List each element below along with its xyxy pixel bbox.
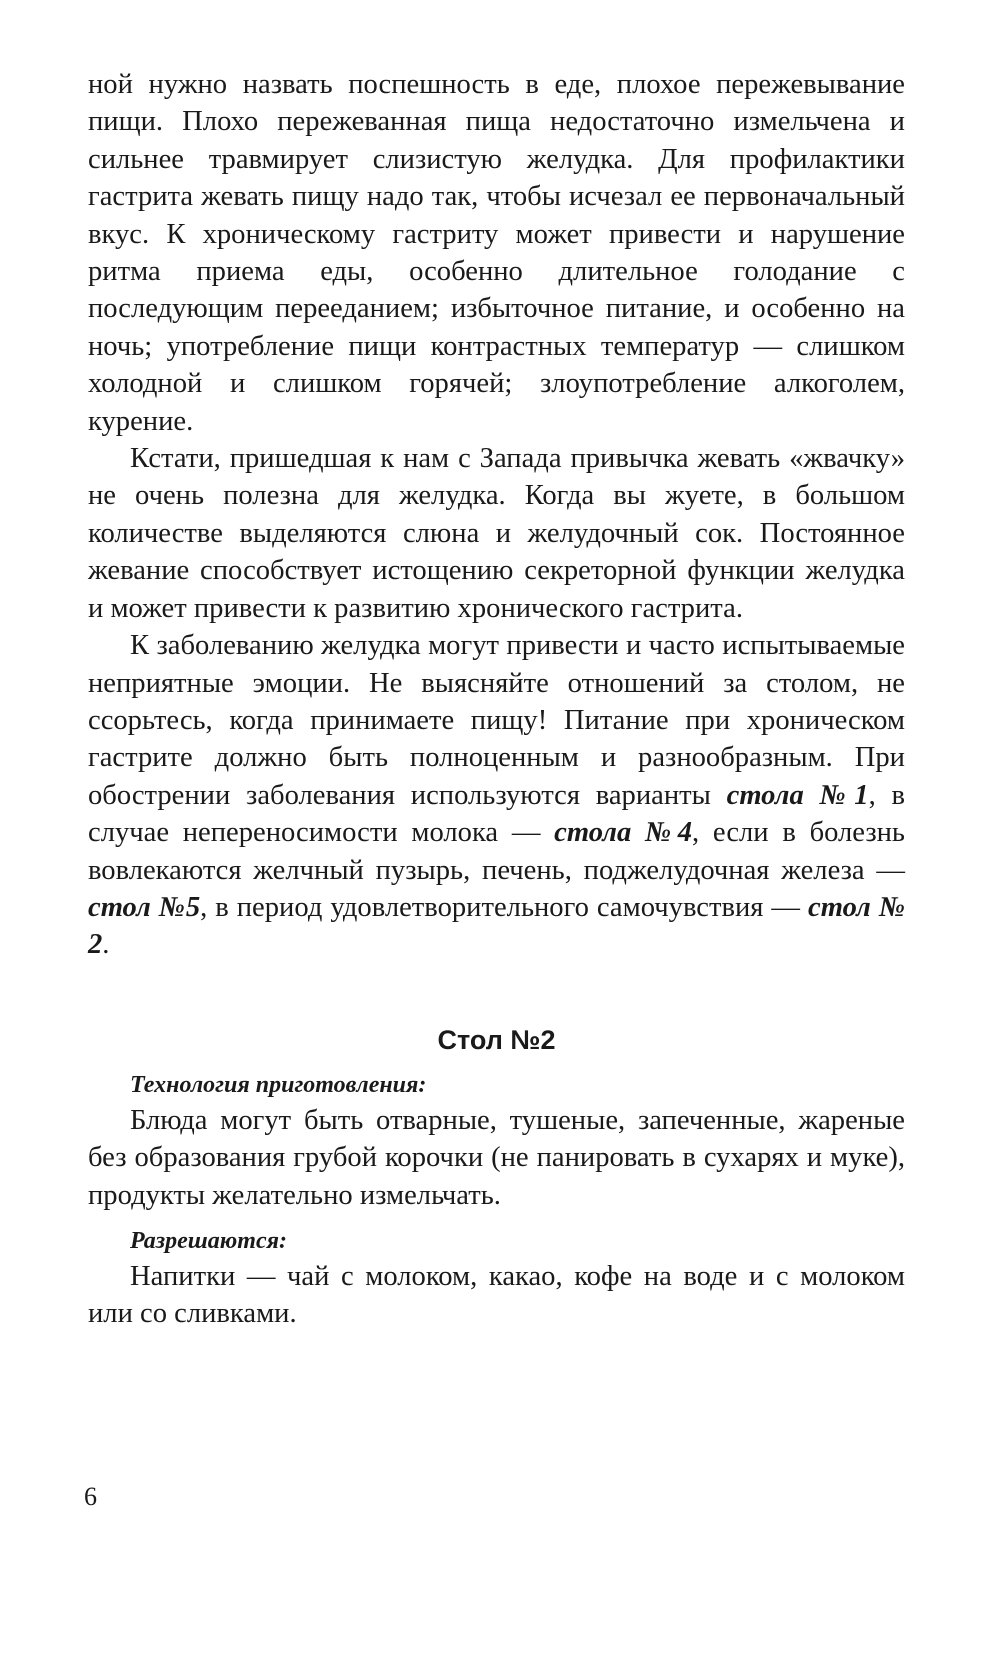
page-content [88,66,905,1333]
diet-text-part-3: , если в болезнь вовлекаются желчный пузырь, печень, поджелудочная железа — [88,817,905,886]
diet-text-part-4: , в период удовлетворительного самочувствия — [200,891,809,923]
paragraph-gastritis-causes: ной нужно назвать поспешность в еде, плохое пережевывание пищи. Плохо пережеванная пища недостаточно измельчена и сильнее травмирует слизистую желудка. Для профилактики гастрита жевать пищу надо так, чтобы исчезал ее первоначальный вкус. К хроническому гастриту может привести и нарушение ритма приема еды, особенно длительное голодание с последующим перееданием; избыточное питание, и особенно на ночь; употребление пищи контрастных температур — слишком холодной и слишком горячей; злоупотребление алкоголем, курение. [88,69,905,437]
allowed-heading: Разрешаются: [130,1227,287,1254]
paragraph-diet-tables [88,627,905,964]
table-5-reference: стол №5 [88,891,201,923]
page-number: 6 [84,1482,97,1511]
allowed-text: Напитки — чай с молоком, какао, кофе на воде и с молоком или со сливками. [88,1260,905,1330]
diet-text-part-2: , в случае непереносимости молока — [88,779,905,849]
technology-heading: Технология приготовления: [130,1071,427,1098]
technology-text: Блюда могут быть отварные, тушеные, запеченные, жареные без образования грубой корочки (не панировать в сухарях и муке), продукты желательно измельчать. [88,1104,905,1211]
paragraph-chewing-gum: Кстати, пришедшая к нам с Запада привычка жевать «жвачку» не очень полезна для желудка. Когда вы жуете, в большом количестве выделяются слюна и желудочный сок. Постоянное жевание способствует истощению секреторной функции желудка и может привести к развитию хронического гастрита. [88,443,905,624]
table-1-reference: стола №1 [726,779,869,811]
diet-text-part-1: К заболеванию желудка могут привести и часто испытываемые неприятные эмоции. Не выясняйте отношений за столом, не ссорьтесь, когда принимаете пищу! Питание при хроническом гастрите должно быть полноценным и разнообразным. При обострении заболевания используются варианты [88,630,905,811]
table-4-reference: стола №4 [554,817,693,849]
section-title: Стол №2 [437,1024,556,1055]
diet-text-part-5: . [102,929,110,961]
table-2-reference: стол № 2 [88,891,905,961]
